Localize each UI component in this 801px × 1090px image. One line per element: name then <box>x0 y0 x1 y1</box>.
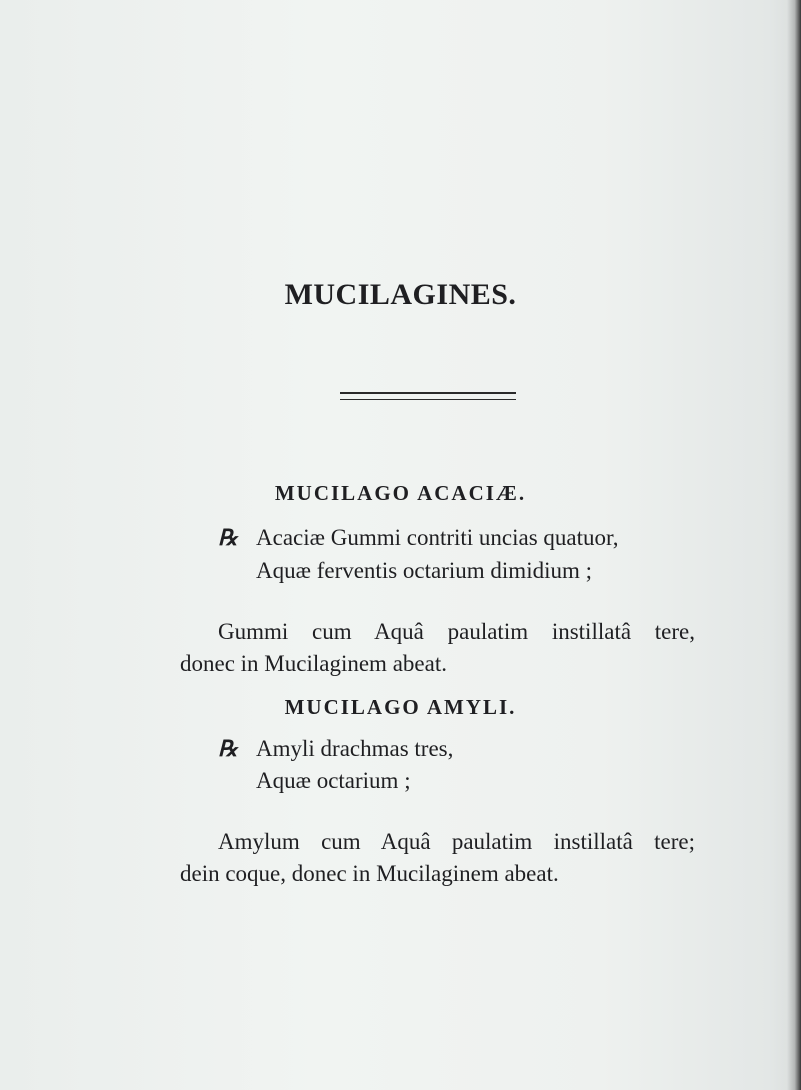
section-heading-acaciae: MUCILAGO ACACIÆ. <box>274 481 527 505</box>
ingredient-line: Amyli drachmas tres, <box>256 736 454 761</box>
section-heading-amyli: MUCILAGO AMYLI. <box>284 695 517 719</box>
recipe-symbol: ℞ <box>218 525 238 550</box>
direction-line: donec in Mucilaginem abeat. <box>180 651 447 676</box>
direction-line: Amylum cum Aquâ paulatim instillatâ tere; <box>218 829 695 854</box>
ingredient-line: Aquæ ferventis octarium dimidium ; <box>256 558 593 583</box>
page-title: MUCILAGINES. <box>284 278 517 311</box>
page-edge-shadow <box>787 0 801 1090</box>
ingredient-line: Aquæ octarium ; <box>256 768 411 793</box>
ingredient-line: Acaciæ Gummi contriti uncias quatuor, <box>256 525 619 550</box>
recipe-symbol: ℞ <box>218 736 238 761</box>
direction-line: dein coque, donec in Mucilaginem abeat. <box>180 861 559 886</box>
title-divider <box>340 392 516 400</box>
direction-line: Gummi cum Aquâ paulatim instillatâ tere, <box>218 619 695 644</box>
